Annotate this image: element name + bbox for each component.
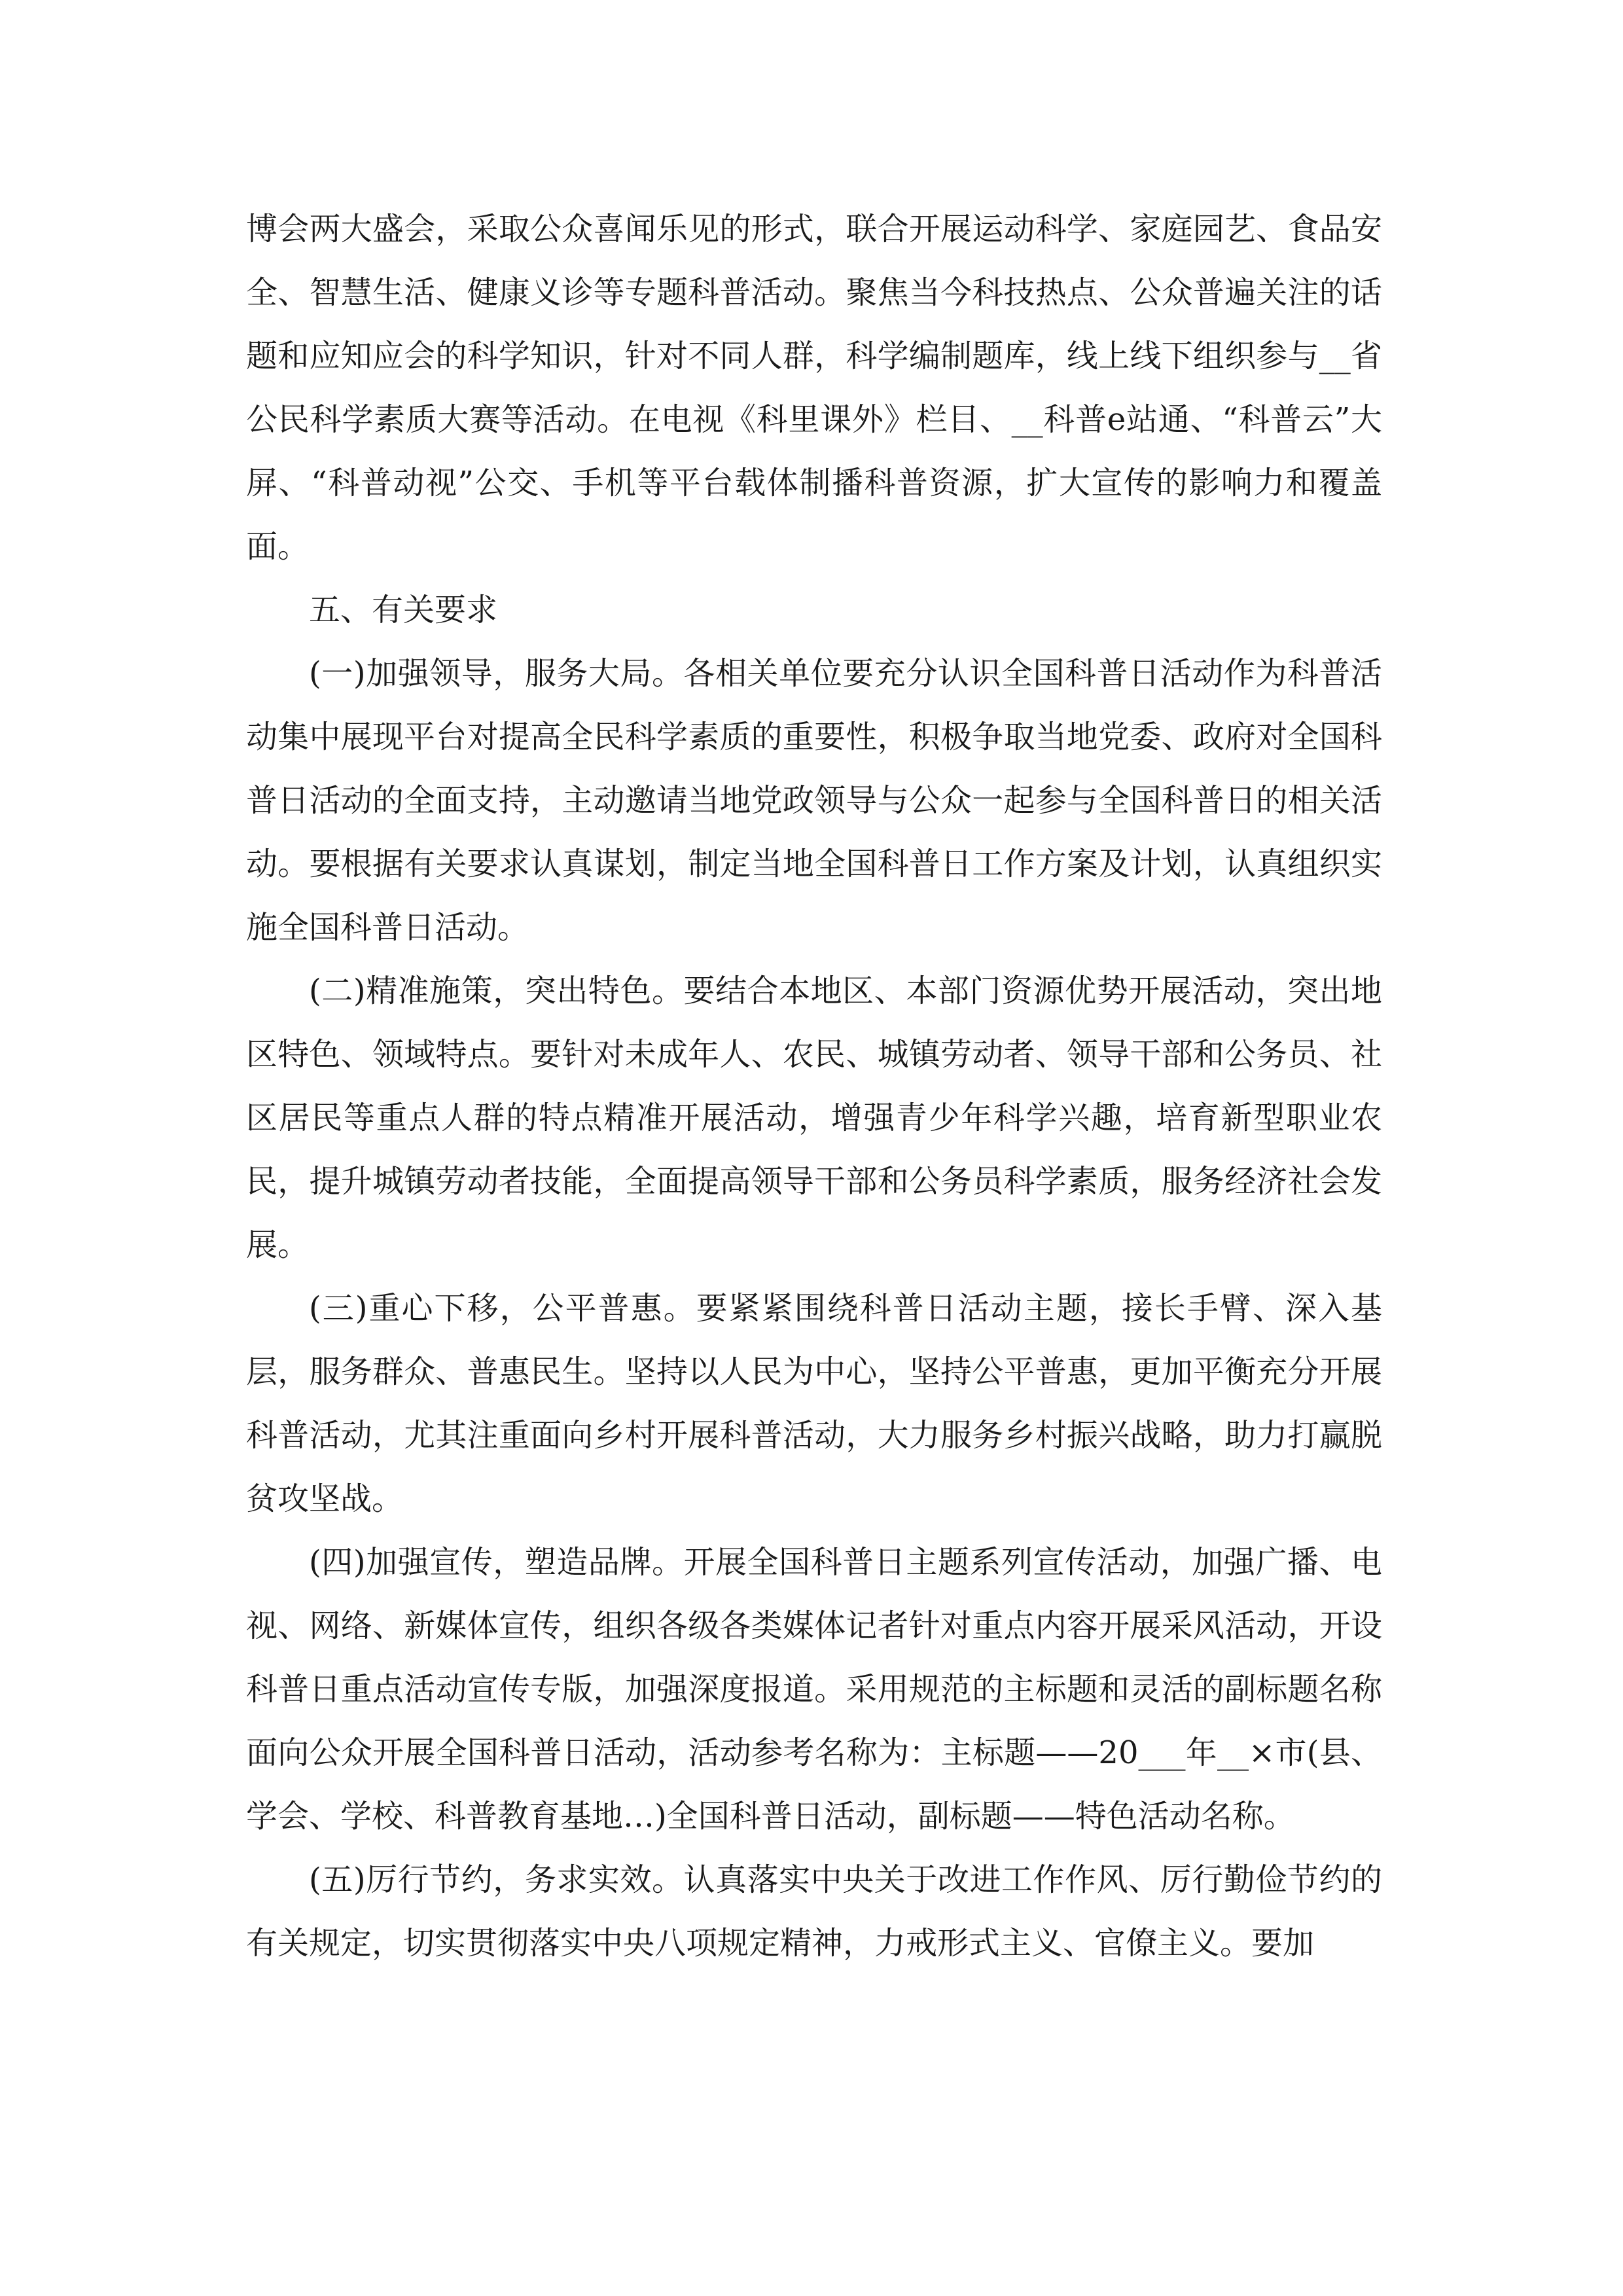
paragraph-continuation: 博会两大盛会，采取公众喜闻乐见的形式，联合开展运动科学、家庭园艺、食品安全、智慧生活、健康义诊等专题科普活动。聚焦当今科技热点、公众普遍关注的话题和应知应会的科学知识，针对不同人群，科学编制题库，线上线下组织参与__省公民科学素质大赛等活动。在电视《科里课外》栏目、__科普e站通、“科普云”大屏、“科普动视”公交、手机等平台载体制播科普资源，扩大宣传的影响力和覆盖面。 — [246, 211, 1382, 565]
paragraph-requirement-1: (一)加强领导，服务大局。各相关单位要充分认识全国科普日活动作为科普活动集中展现平台对提高全民科学素质的重要性，积极争取当地党委、政府对全国科普日活动的全面支持，主动邀请当地党政领导与公众一起参与全国科普日的相关活动。要根据有关要求认真谋划，制定当地全国科普日工作方案及计划，认真组织实施全国科普日活动。 — [246, 655, 1382, 946]
paragraph-requirement-4: (四)加强宣传，塑造品牌。开展全国科普日主题系列宣传活动，加强广播、电视、网络、新媒体宣传，组织各级各类媒体记者针对重点内容开展采风活动，开设科普日重点活动宣传专版，加强深度报道。采用规范的主标题和灵活的副标题名称面向公众开展全国科普日活动，活动参考名称为：主标题——20___年__×市(县、学会、学校、科普教育基地…)全国科普日活动，副标题——特色活动名称。 — [246, 1544, 1382, 1835]
paragraph-requirement-2: (二)精准施策，突出特色。要结合本地区、本部门资源优势开展活动，突出地区特色、领域特点。要针对未成年人、农民、城镇劳动者、领导干部和公务员、社区居民等重点人群的特点精准开展活动，增强青少年科学兴趣，培育新型职业农民，提升城镇劳动者技能，全面提高领导干部和公务员科学素质，服务经济社会发展。 — [246, 973, 1382, 1263]
paragraph-requirement-5: (五)厉行节约，务求实效。认真落实中央关于改进工作作风、厉行勤俭节约的有关规定，切实贯彻落实中央八项规定精神，力戒形式主义、官僚主义。要加 — [246, 1861, 1382, 1962]
section-heading-requirements: 五、有关要求 — [309, 592, 498, 628]
document-body — [246, 198, 1382, 1975]
paragraph-requirement-3: (三)重心下移，公平普惠。要紧紧围绕科普日活动主题，接长手臂、深入基层，服务群众、普惠民生。坚持以人民为中心，坚持公平普惠，更加平衡充分开展科普活动，尤其注重面向乡村开展科普活动，大力服务乡村振兴战略，助力打赢脱贫攻坚战。 — [246, 1290, 1382, 1517]
